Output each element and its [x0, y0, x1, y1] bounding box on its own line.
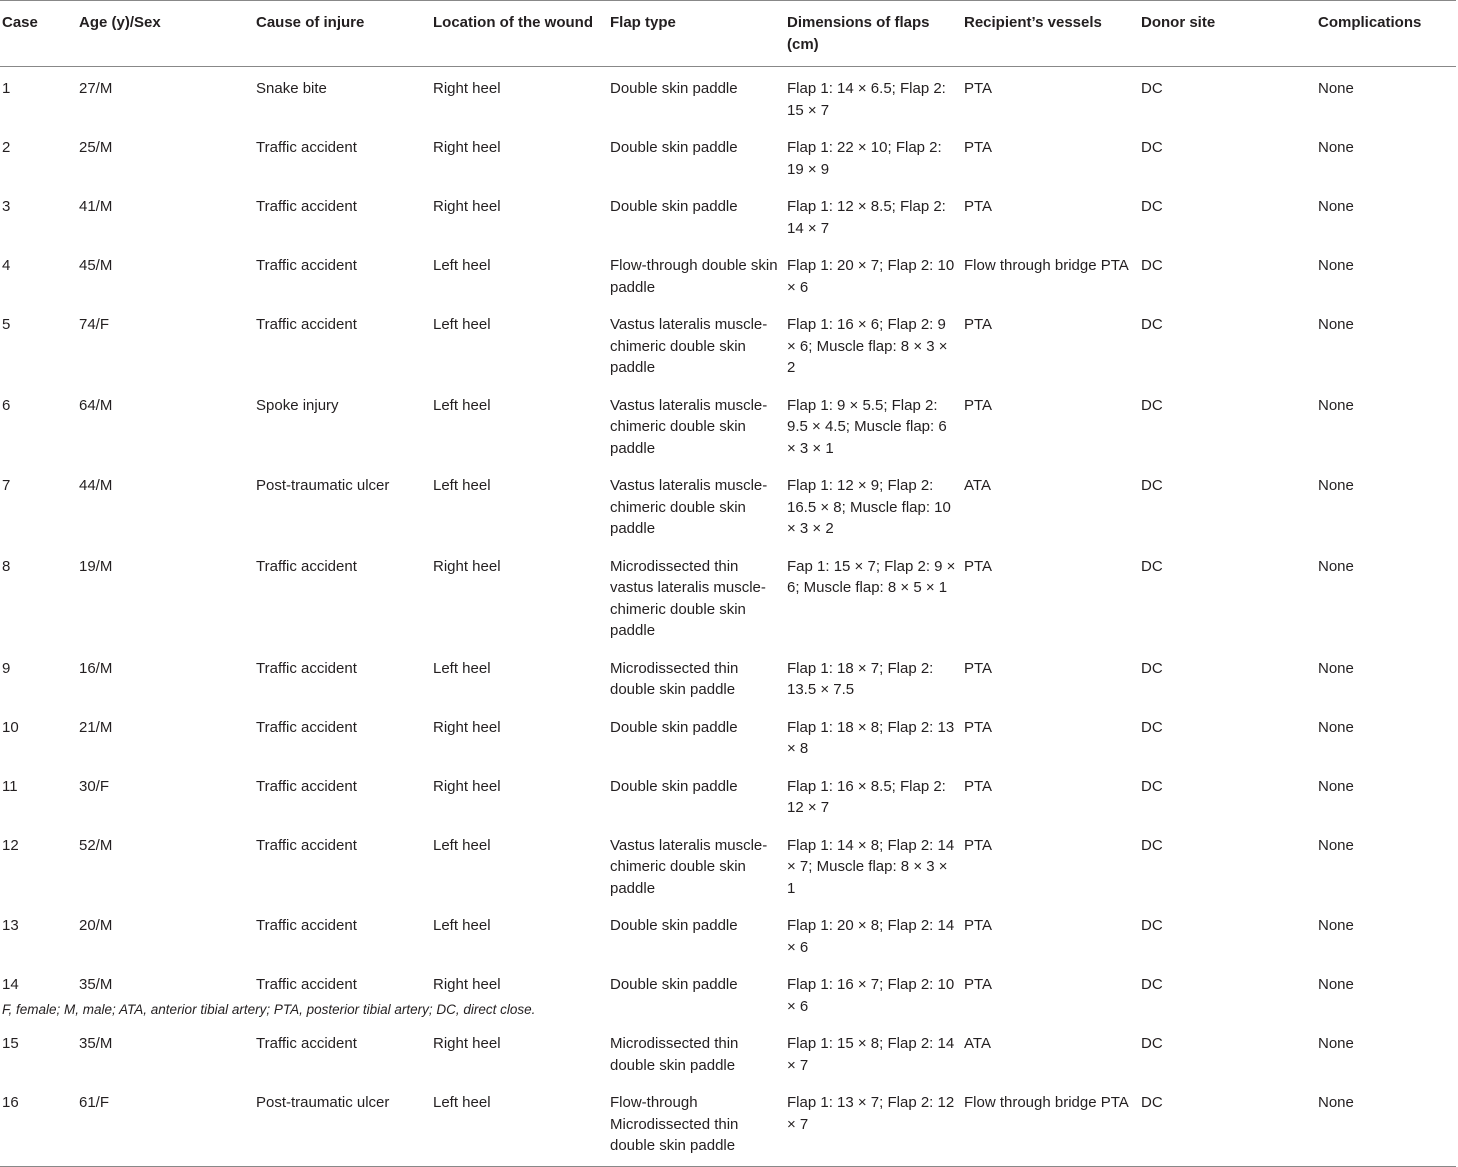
cell-case: 5 — [2, 316, 11, 333]
cell-case: 10 — [2, 718, 19, 736]
cell-recipients-vessels: PTA — [964, 396, 993, 414]
cell-location: Left heel — [433, 1094, 491, 1111]
table-row — [0, 706, 1456, 765]
cell-donor-site: DC — [1141, 777, 1163, 795]
cell-flap-type: Microdissected thin double skin paddle — [610, 659, 739, 698]
header-location-of-wound: Location of the wound — [433, 14, 593, 31]
cell-recipients-vessels: PTA — [964, 316, 993, 333]
cell-complications: None — [1318, 198, 1354, 215]
cell-cause-of-injure: Post-traumatic ulcer — [256, 1094, 390, 1111]
cell-cause-of-injure: Snake bite — [256, 80, 327, 97]
table-row — [0, 904, 1456, 963]
cell-flap-type: Vastus lateralis muscle-chimeric double skin paddle — [610, 477, 768, 537]
cell-location: Right heel — [433, 777, 501, 795]
cell-donor-site: DC — [1141, 316, 1163, 333]
cell-recipients-vessels: PTA — [964, 777, 993, 795]
table-row — [0, 1022, 1456, 1081]
cell-age-sex: 52/M — [79, 836, 113, 854]
header-recipients-vessels: Recipient’s vessels — [964, 14, 1102, 31]
header-complications: Complications — [1318, 14, 1422, 31]
cell-complications: None — [1318, 976, 1354, 993]
cell-case: 3 — [2, 198, 11, 215]
table-row — [0, 1081, 1456, 1166]
cell-complications: None — [1318, 139, 1354, 156]
cell-recipients-vessels: PTA — [964, 836, 993, 854]
cell-location: Right heel — [433, 198, 501, 215]
cell-dimensions: Flap 1: 12 × 9; Flap 2: 16.5 × 8; Muscle flap: 10 × 3 × 2 — [787, 477, 951, 537]
header-cause-of-injure: Cause of injure — [256, 14, 365, 31]
cell-case: 13 — [2, 917, 19, 934]
cell-complications: None — [1318, 1035, 1354, 1052]
cell-age-sex: 16/M — [79, 659, 113, 677]
cell-cause-of-injure: Traffic accident — [256, 198, 357, 215]
cell-dimensions: Flap 1: 18 × 8; Flap 2: 13 × 8 — [787, 718, 955, 757]
cell-case: 7 — [2, 477, 11, 494]
cell-donor-site: DC — [1141, 198, 1163, 215]
cell-donor-site: DC — [1141, 1035, 1163, 1052]
cell-complications: None — [1318, 257, 1354, 274]
cell-dimensions: Flap 1: 15 × 8; Flap 2: 14 × 7 — [787, 1035, 955, 1074]
header-row — [0, 1, 1456, 67]
table-row — [0, 824, 1456, 905]
cell-location: Right heel — [433, 718, 501, 736]
header-donor-site: Donor site — [1141, 14, 1216, 31]
table-row — [0, 303, 1456, 384]
cell-donor-site: DC — [1141, 257, 1163, 274]
header-flap-type: Flap type — [610, 14, 676, 31]
cell-age-sex: 27/M — [79, 80, 113, 97]
cell-age-sex: 30/F — [79, 777, 110, 795]
cell-cause-of-injure: Traffic accident — [256, 718, 357, 736]
cell-location: Left heel — [433, 836, 491, 854]
cell-age-sex: 64/M — [79, 396, 113, 414]
cell-dimensions: Flap 1: 16 × 6; Flap 2: 9 × 6; Muscle flap: 8 × 3 × 2 — [787, 316, 948, 376]
cell-recipients-vessels: Flow through bridge PTA — [964, 257, 1129, 274]
cell-donor-site: DC — [1141, 659, 1163, 677]
header-case: Case — [2, 14, 38, 31]
header-dimensions-of-flaps: Dimensions of flaps (cm) — [787, 14, 930, 53]
cell-dimensions: Flap 1: 20 × 7; Flap 2: 10 × 6 — [787, 257, 955, 296]
table-header — [0, 1, 1456, 67]
cell-cause-of-injure: Traffic accident — [256, 1035, 357, 1052]
table-row — [0, 244, 1456, 303]
cell-donor-site: DC — [1141, 80, 1163, 97]
cell-donor-site: DC — [1141, 139, 1163, 156]
cell-recipients-vessels: ATA — [964, 1035, 991, 1052]
cell-recipients-vessels: Flow through bridge PTA — [964, 1094, 1129, 1111]
cell-cause-of-injure: Spoke injury — [256, 396, 339, 414]
table-row — [0, 647, 1456, 706]
cell-age-sex: 35/M — [79, 976, 113, 993]
cell-dimensions: Flap 1: 14 × 8; Flap 2: 14 × 7; Muscle flap: 8 × 3 × 1 — [787, 836, 955, 897]
cell-donor-site: DC — [1141, 1094, 1163, 1111]
cell-recipients-vessels: PTA — [964, 139, 993, 156]
table-row — [0, 384, 1456, 465]
cell-complications: None — [1318, 80, 1354, 97]
cell-flap-type: Double skin paddle — [610, 777, 738, 795]
cell-complications: None — [1318, 917, 1354, 934]
cell-dimensions: Flap 1: 20 × 8; Flap 2: 14 × 6 — [787, 917, 955, 956]
cell-location: Left heel — [433, 257, 491, 274]
cell-flap-type: Double skin paddle — [610, 917, 738, 934]
cell-case: 1 — [2, 80, 11, 97]
cell-case: 2 — [2, 139, 11, 156]
cell-recipients-vessels: PTA — [964, 659, 993, 677]
cell-complications: None — [1318, 1094, 1354, 1111]
cell-location: Left heel — [433, 316, 491, 333]
cell-flap-type: Flow-through Microdissected thin double skin paddle — [610, 1094, 739, 1154]
cell-location: Left heel — [433, 396, 491, 414]
cell-complications: None — [1318, 557, 1354, 575]
cell-donor-site: DC — [1141, 836, 1163, 854]
cell-location: Right heel — [433, 80, 501, 97]
cell-case: 4 — [2, 257, 11, 274]
cell-case: 16 — [2, 1094, 19, 1111]
cell-cause-of-injure: Traffic accident — [256, 917, 357, 934]
cell-cause-of-injure: Traffic accident — [256, 836, 357, 854]
cell-cause-of-injure: Traffic accident — [256, 257, 357, 274]
cell-flap-type: Double skin paddle — [610, 198, 738, 215]
cell-dimensions: Fap 1: 15 × 7; Flap 2: 9 × 6; Muscle flap: 8 × 5 × 1 — [787, 557, 956, 596]
cell-cause-of-injure: Traffic accident — [256, 139, 357, 156]
cell-location: Right heel — [433, 976, 501, 993]
cell-recipients-vessels: ATA — [964, 477, 991, 494]
cell-location: Right heel — [433, 139, 501, 156]
cell-age-sex: 74/F — [79, 316, 110, 333]
cell-dimensions: Flap 1: 16 × 7; Flap 2: 10 × 6 — [787, 976, 955, 1015]
cell-case: 14 — [2, 976, 19, 993]
cell-cause-of-injure: Traffic accident — [256, 557, 357, 575]
table-row — [0, 545, 1456, 647]
cell-complications: None — [1318, 659, 1354, 677]
cell-location: Left heel — [433, 477, 491, 494]
table-row — [0, 67, 1456, 127]
cell-age-sex: 41/M — [79, 198, 113, 215]
cell-case: 15 — [2, 1035, 19, 1052]
cell-donor-site: DC — [1141, 477, 1163, 494]
cell-recipients-vessels: PTA — [964, 80, 993, 97]
cell-complications: None — [1318, 477, 1354, 494]
cell-donor-site: DC — [1141, 557, 1163, 575]
cell-age-sex: 25/M — [79, 139, 113, 156]
cell-flap-type: Double skin paddle — [610, 139, 738, 156]
cell-age-sex: 44/M — [79, 477, 113, 494]
cell-dimensions: Flap 1: 9 × 5.5; Flap 2: 9.5 × 4.5; Muscle flap: 6 × 3 × 1 — [787, 396, 947, 457]
cell-cause-of-injure: Post-traumatic ulcer — [256, 477, 390, 494]
cell-case: 12 — [2, 836, 19, 854]
cell-dimensions: Flap 1: 14 × 6.5; Flap 2: 15 × 7 — [787, 80, 946, 119]
cell-donor-site: DC — [1141, 396, 1163, 414]
cell-case: 8 — [2, 557, 11, 575]
cell-dimensions: Flap 1: 22 × 10; Flap 2: 19 × 9 — [787, 139, 942, 178]
cell-case: 11 — [2, 777, 18, 795]
cell-location: Right heel — [433, 557, 501, 575]
cell-complications: None — [1318, 396, 1354, 414]
cell-donor-site: DC — [1141, 718, 1163, 736]
cell-flap-type: Flow-through double skin paddle — [610, 257, 778, 296]
cell-complications: None — [1318, 718, 1354, 736]
cell-recipients-vessels: PTA — [964, 976, 993, 993]
cell-recipients-vessels: PTA — [964, 718, 993, 736]
cell-location: Right heel — [433, 1035, 501, 1052]
cell-cause-of-injure: Traffic accident — [256, 976, 357, 993]
cell-age-sex: 35/M — [79, 1035, 113, 1052]
cell-flap-type: Microdissected thin double skin paddle — [610, 1035, 739, 1074]
cell-complications: None — [1318, 777, 1354, 795]
cell-age-sex: 61/F — [79, 1094, 110, 1111]
cell-age-sex: 19/M — [79, 557, 113, 575]
cell-dimensions: Flap 1: 16 × 8.5; Flap 2: 12 × 7 — [787, 777, 946, 816]
cell-flap-type: Vastus lateralis muscle-chimeric double skin paddle — [610, 316, 768, 376]
cell-cause-of-injure: Traffic accident — [256, 316, 357, 333]
cell-complications: None — [1318, 316, 1354, 333]
cell-recipients-vessels: PTA — [964, 198, 993, 215]
cell-flap-type: Double skin paddle — [610, 80, 738, 97]
cell-cause-of-injure: Traffic accident — [256, 659, 357, 677]
cell-flap-type: Double skin paddle — [610, 718, 738, 736]
cell-age-sex: 20/M — [79, 917, 113, 934]
table-row — [0, 464, 1456, 545]
table-row — [0, 185, 1456, 244]
cell-cause-of-injure: Traffic accident — [256, 777, 357, 795]
cell-donor-site: DC — [1141, 917, 1163, 934]
cell-recipients-vessels: PTA — [964, 557, 993, 575]
cell-dimensions: Flap 1: 18 × 7; Flap 2: 13.5 × 7.5 — [787, 659, 934, 698]
cell-location: Left heel — [433, 917, 491, 934]
cell-age-sex: 45/M — [79, 257, 113, 274]
cell-flap-type: Microdissected thin vastus lateralis muscle-chimeric double skin paddle — [610, 557, 766, 639]
header-age-sex: Age (y)/Sex — [79, 14, 161, 31]
table-row — [0, 765, 1456, 824]
cell-dimensions: Flap 1: 12 × 8.5; Flap 2: 14 × 7 — [787, 198, 946, 237]
cell-flap-type: Double skin paddle — [610, 976, 738, 993]
cell-flap-type: Vastus lateralis muscle-chimeric double skin paddle — [610, 836, 768, 897]
cell-location: Left heel — [433, 659, 491, 677]
cell-case: 6 — [2, 396, 11, 414]
table-row — [0, 126, 1456, 185]
cell-recipients-vessels: PTA — [964, 917, 993, 934]
cell-dimensions: Flap 1: 13 × 7; Flap 2: 12 × 7 — [787, 1094, 955, 1133]
cell-flap-type: Vastus lateralis muscle-chimeric double skin paddle — [610, 396, 768, 457]
cell-case: 9 — [2, 659, 11, 677]
cell-donor-site: DC — [1141, 976, 1163, 993]
table-footnote: F, female; M, male; ATA, anterior tibial artery; PTA, posterior tibial artery; DC, direct close. — [2, 1002, 536, 1017]
cell-complications: None — [1318, 836, 1354, 854]
cell-age-sex: 21/M — [79, 718, 113, 736]
